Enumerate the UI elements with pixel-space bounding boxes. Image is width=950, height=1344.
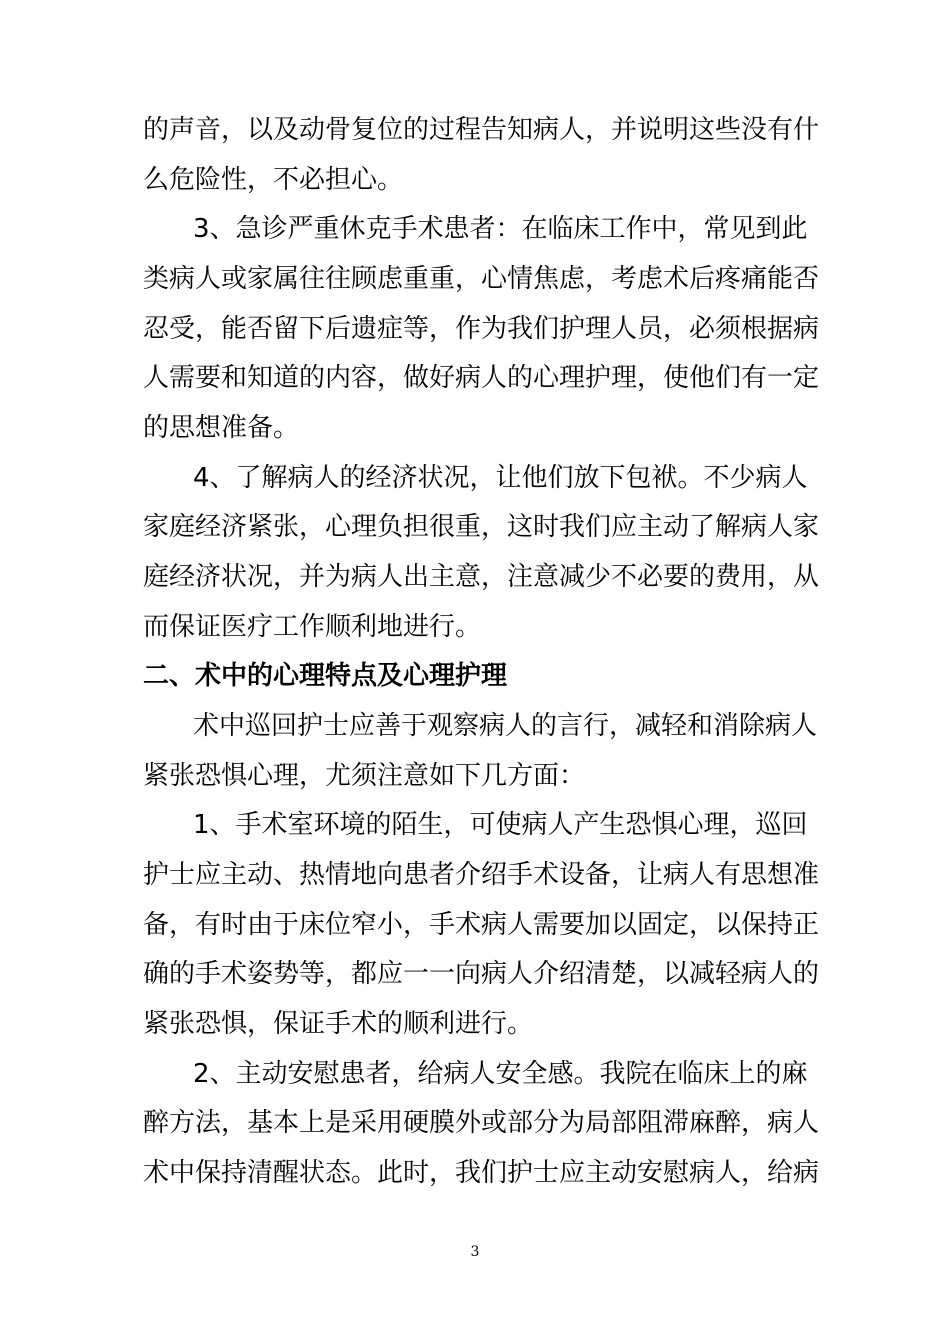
text-line: 忍受，能否留下后遗症等，作为我们护理人员，必须根据病 [143,314,820,344]
text-line: 术中保持清醒状态。此时，我们护士应主动安慰病人，给病 [143,1158,820,1188]
text-line: 紧张恐惧心理，尤须注意如下几方面： [143,761,586,791]
text-line: 么危险性，不必担心。 [143,165,404,195]
text-line: 人需要和知道的内容，做好病人的心理护理，使他们有一定 [143,363,820,393]
text-line: 紧张恐惧，保证手术的顺利进行。 [143,1009,534,1039]
text-line: 确的手术姿势等，都应一一向病人介绍清楚，以减轻病人的 [143,959,820,989]
text-line: 类病人或家属往往顾虑重重，心情焦虑，考虑术后疼痛能否 [143,264,820,294]
paragraph-start: 2、主动安慰患者，给病人安全感。我院在临床上的麻 [193,1059,808,1089]
text-line: 护士应主动、热情地向患者介绍手术设备，让病人有思想准 [143,860,820,890]
paragraph-start: 1、手术室环境的陌生，可使病人产生恐惧心理，巡回 [193,810,808,840]
paragraph-start: 术中巡回护士应善于观察病人的言行，减轻和消除病人 [193,711,818,741]
text-line: 家庭经济紧张，心理负担很重，这时我们应主动了解病人家 [143,512,820,542]
text-line: 醉方法，基本上是采用硬膜外或部分为局部阻滞麻醉，病人 [143,1108,820,1138]
page-number: 3 [470,1244,480,1260]
text-line: 的声音，以及动骨复位的过程告知病人，并说明这些没有什 [143,115,820,145]
section-heading: 二、术中的心理特点及心理护理 [143,661,508,691]
paragraph-start: 4、了解病人的经济状况，让他们放下包袱。不少病人 [193,463,808,493]
text-line: 的思想准备。 [143,413,300,443]
paragraph-start: 3、急诊严重休克手术患者：在临床工作中，常见到此 [193,214,808,244]
text-line: 庭经济状况，并为病人出主意，注意减少不必要的费用，从 [143,562,820,592]
text-line: 而保证医疗工作顺利地进行。 [143,612,482,642]
text-line: 备，有时由于床位窄小，手术病人需要加以固定，以保持正 [143,910,820,940]
